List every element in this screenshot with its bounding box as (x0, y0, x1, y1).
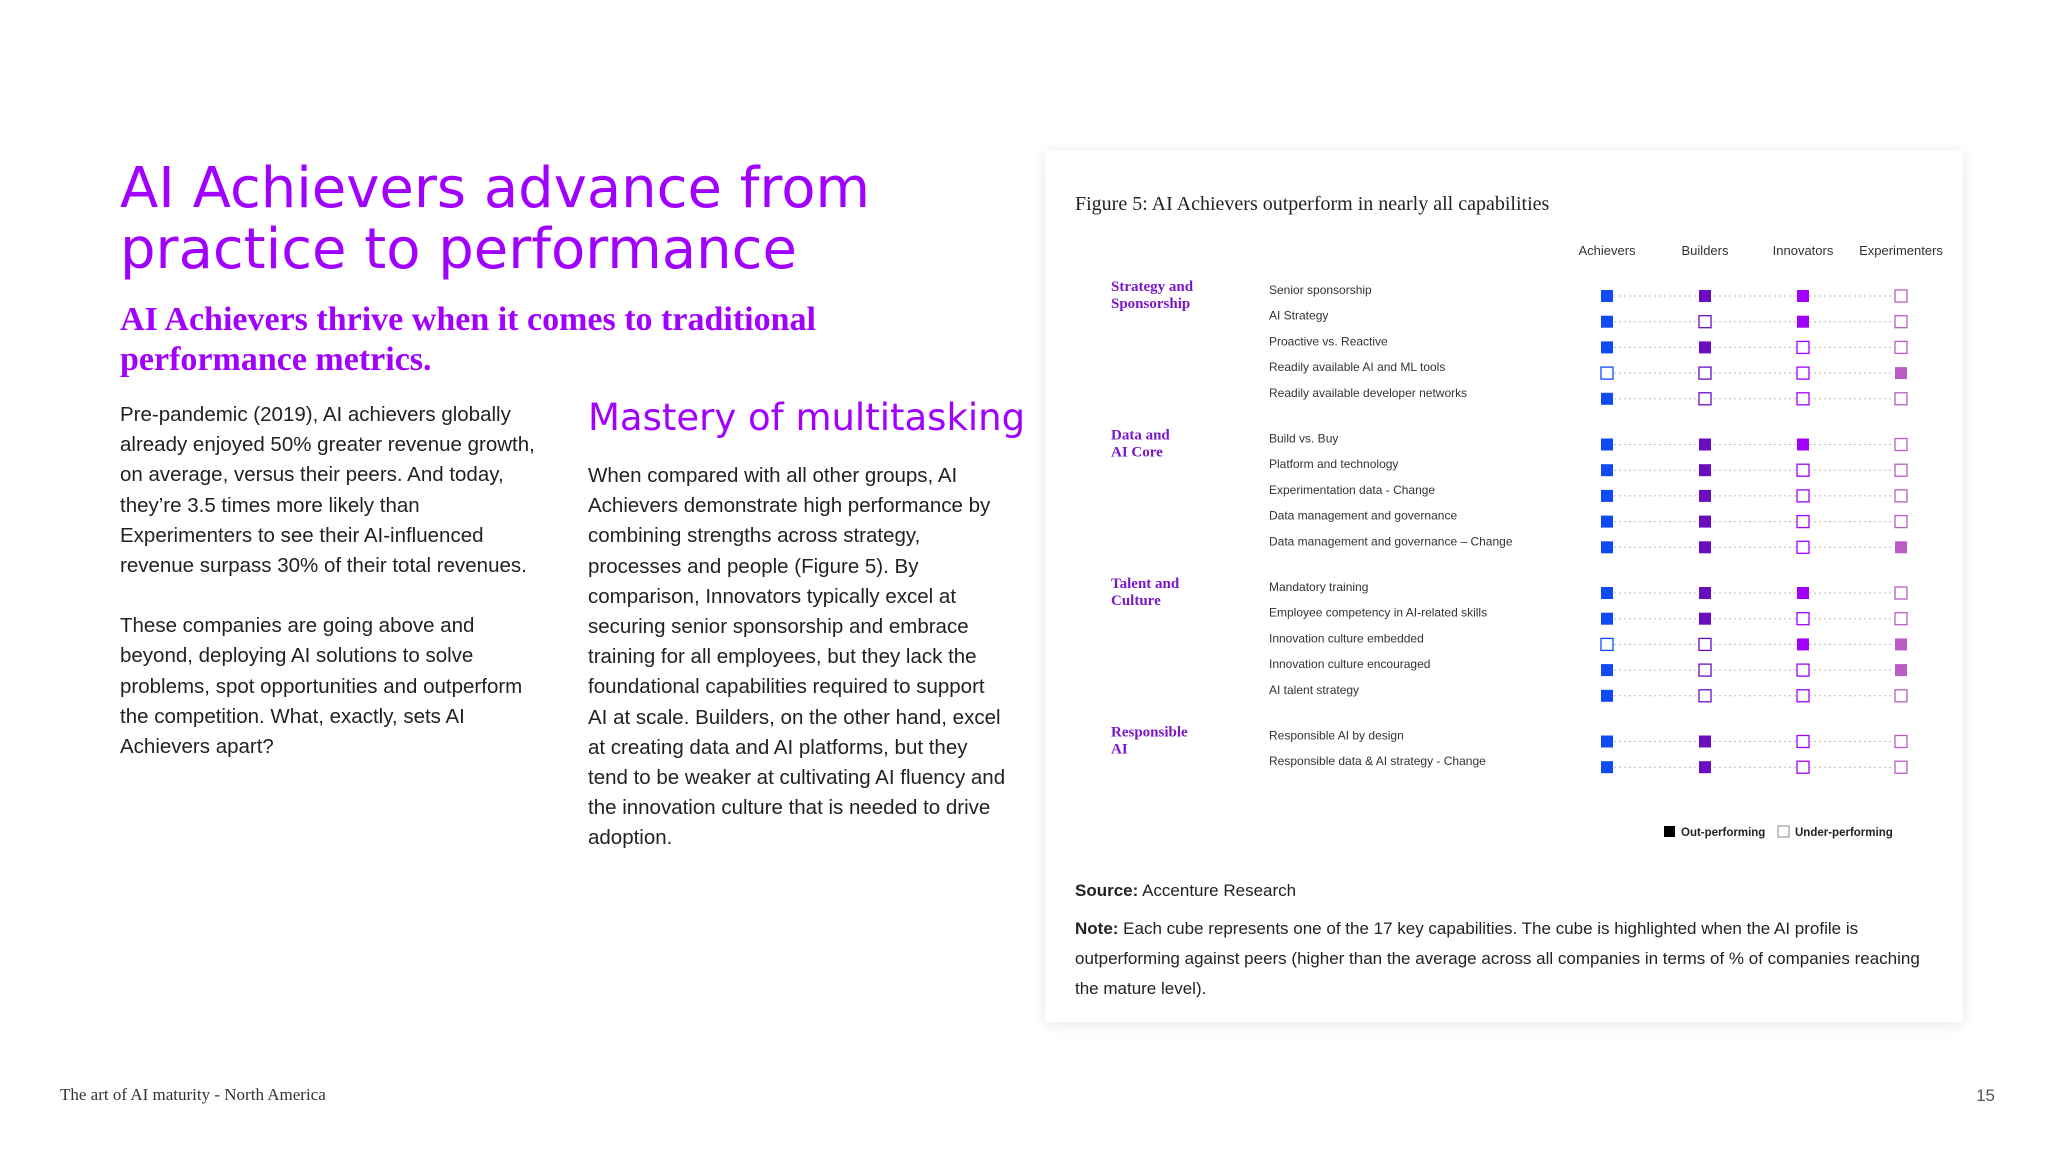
out-performing-cube (1699, 541, 1711, 553)
out-performing-cube (1699, 516, 1711, 528)
capability-label: Platform and technology (1269, 457, 1399, 472)
under-performing-cube (1895, 613, 1907, 625)
column-header-experimenters: Experimenters (1859, 243, 1943, 258)
out-performing-cube (1601, 316, 1613, 328)
out-performing-cube (1601, 393, 1613, 405)
out-performing-cube (1895, 367, 1907, 379)
under-performing-cube (1797, 516, 1809, 528)
capability-label: Responsible AI by design (1269, 728, 1404, 743)
out-performing-cube (1601, 613, 1613, 625)
under-performing-cube (1699, 316, 1711, 328)
out-performing-cube (1601, 541, 1613, 553)
out-performing-cube (1601, 690, 1613, 702)
under-performing-cube (1895, 736, 1907, 748)
out-performing-cube (1699, 464, 1711, 476)
group-label-0-1: Sponsorship (1111, 296, 1191, 312)
out-performing-cube (1699, 290, 1711, 302)
group-label-0-0: Strategy and (1111, 279, 1194, 295)
under-performing-cube (1895, 464, 1907, 476)
note-text: Each cube represents one of the 17 key capabilities. The cube is highlighted when the AI profile is outperforming against peers (higher than the average across all companies in terms of % of companies reaching the mature level). (1075, 919, 1920, 998)
intro-paragraph-1: Pre-pandemic (2019), AI achievers globally already enjoyed 50% greater revenue growth, on average, versus their peers. And today, they’re 3.5 times more likely than Experimenters to see their AI-influenced revenue surpass 30% of their total revenues. (120, 403, 535, 578)
under-performing-cube (1895, 761, 1907, 773)
under-performing-cube (1797, 541, 1809, 553)
note-label: Note: (1075, 919, 1119, 938)
under-performing-cube (1895, 516, 1907, 528)
group-label-2-1: Culture (1111, 593, 1161, 609)
capability-label: Senior sponsorship (1269, 283, 1372, 297)
column-header-innovators: Innovators (1772, 243, 1834, 258)
under-performing-cube (1699, 393, 1711, 405)
under-performing-cube (1797, 367, 1809, 379)
out-performing-cube (1699, 587, 1711, 599)
under-performing-cube (1797, 490, 1809, 502)
legend-out-swatch (1664, 826, 1675, 837)
out-performing-cube (1601, 490, 1613, 502)
capability-label: Build vs. Buy (1269, 431, 1339, 446)
out-performing-cube (1601, 664, 1613, 676)
under-performing-cube (1797, 761, 1809, 773)
capability-label: Mandatory training (1269, 580, 1369, 594)
out-performing-cube (1601, 464, 1613, 476)
capability-label: AI talent strategy (1269, 682, 1360, 697)
capability-label: Innovation culture embedded (1269, 631, 1424, 646)
out-performing-cube (1699, 490, 1711, 502)
out-performing-cube (1895, 664, 1907, 676)
group-label-1-1: AI Core (1111, 444, 1163, 461)
legend-under-swatch (1778, 826, 1789, 837)
under-performing-cube (1895, 439, 1907, 451)
under-performing-cube (1699, 367, 1711, 379)
capability-label: Readily available developer networks (1269, 385, 1468, 400)
under-performing-cube (1699, 664, 1711, 676)
out-performing-cube (1601, 736, 1613, 748)
under-performing-cube (1797, 464, 1809, 476)
capability-label: Responsible data & AI strategy - Change (1269, 754, 1486, 769)
page-number: 15 (1976, 1086, 1995, 1105)
under-performing-cube (1699, 690, 1711, 702)
section-heading: Mastery of multitasking (588, 396, 1026, 439)
out-performing-cube (1797, 587, 1809, 599)
source-text: Accenture Research (1138, 881, 1297, 900)
out-performing-cube (1797, 439, 1809, 451)
out-performing-cube (1601, 587, 1613, 599)
group-label-3-1: AI (1111, 741, 1128, 758)
under-performing-cube (1895, 341, 1907, 353)
under-performing-cube (1895, 316, 1907, 328)
column-header-builders: Builders (1681, 243, 1729, 258)
capability-label: Proactive vs. Reactive (1269, 334, 1388, 349)
under-performing-cube (1797, 613, 1809, 625)
legend-out-label: Out-performing (1681, 827, 1766, 839)
out-performing-cube (1699, 613, 1711, 625)
out-performing-cube (1797, 290, 1809, 302)
group-label-2-0: Talent and (1111, 576, 1180, 592)
group-label-3-0: Responsible (1111, 724, 1188, 741)
under-performing-cube (1797, 736, 1809, 748)
capability-label: Experimentation data - Change (1269, 482, 1436, 497)
under-performing-cube (1895, 690, 1907, 702)
out-performing-cube (1601, 439, 1613, 451)
under-performing-cube (1797, 341, 1809, 353)
out-performing-cube (1699, 761, 1711, 773)
under-performing-cube (1601, 367, 1613, 379)
figure-source (1075, 881, 1296, 901)
intro-column (120, 400, 550, 792)
figure-card (1045, 151, 1963, 1022)
under-performing-cube (1895, 290, 1907, 302)
capability-label: Innovation culture encouraged (1269, 657, 1431, 672)
page-subtitle: AI Achievers thrive when it comes to traditional performance metrics. (120, 301, 816, 378)
out-performing-cube (1895, 638, 1907, 650)
page-title: AI Achievers advance from practice to performance (120, 156, 871, 282)
figure-title: Figure 5: AI Achievers outperform in nearly all capabilities (1075, 193, 1550, 215)
out-performing-cube (1601, 290, 1613, 302)
under-performing-cube (1797, 690, 1809, 702)
group-label-1-0: Data and (1111, 427, 1170, 444)
under-performing-cube (1601, 638, 1613, 650)
capabilities-matrix-chart (1045, 151, 1963, 851)
out-performing-cube (1699, 439, 1711, 451)
out-performing-cube (1601, 341, 1613, 353)
out-performing-cube (1895, 541, 1907, 553)
intro-paragraph-2: These companies are going above and beyond, deploying AI solutions to solve problems, spot opportunities and outperform the competition. What, exactly, sets AI Achievers apart? (120, 614, 523, 759)
capability-label: Data management and governance – Change (1269, 534, 1513, 549)
under-performing-cube (1699, 638, 1711, 650)
under-performing-cube (1797, 664, 1809, 676)
capability-label: Data management and governance (1269, 508, 1458, 523)
legend-under-label: Under-performing (1795, 827, 1893, 839)
under-performing-cube (1895, 587, 1907, 599)
out-performing-cube (1699, 341, 1711, 353)
out-performing-cube (1797, 316, 1809, 328)
out-performing-cube (1601, 516, 1613, 528)
capability-label: Employee competency in AI-related skills (1269, 605, 1488, 620)
column-header-achievers: Achievers (1578, 243, 1636, 258)
out-performing-cube (1699, 736, 1711, 748)
source-label: Source: (1075, 881, 1139, 900)
figure-note (1075, 914, 1945, 1004)
capability-label: Readily available AI and ML tools (1269, 360, 1446, 375)
out-performing-cube (1797, 638, 1809, 650)
under-performing-cube (1895, 393, 1907, 405)
capability-label: AI Strategy (1269, 308, 1329, 323)
under-performing-cube (1895, 490, 1907, 502)
under-performing-cube (1797, 393, 1809, 405)
footer-title: The art of AI maturity - North America (60, 1085, 326, 1104)
out-performing-cube (1601, 761, 1613, 773)
body-paragraph: When compared with all other groups, AI Achievers demonstrate high performance by combining strengths across strategy, processes and people (Figure 5). By comparison, Innovators typically excel at securing senior sponsorship and embrace training for all employees, but they lack the foundational capabilities required to support AI at scale. Builders, on the other hand, excel at creating data and AI platforms, but they tend to be weaker at cultivating AI fluency and the innovation culture that is needed to drive adoption. (588, 464, 1006, 850)
